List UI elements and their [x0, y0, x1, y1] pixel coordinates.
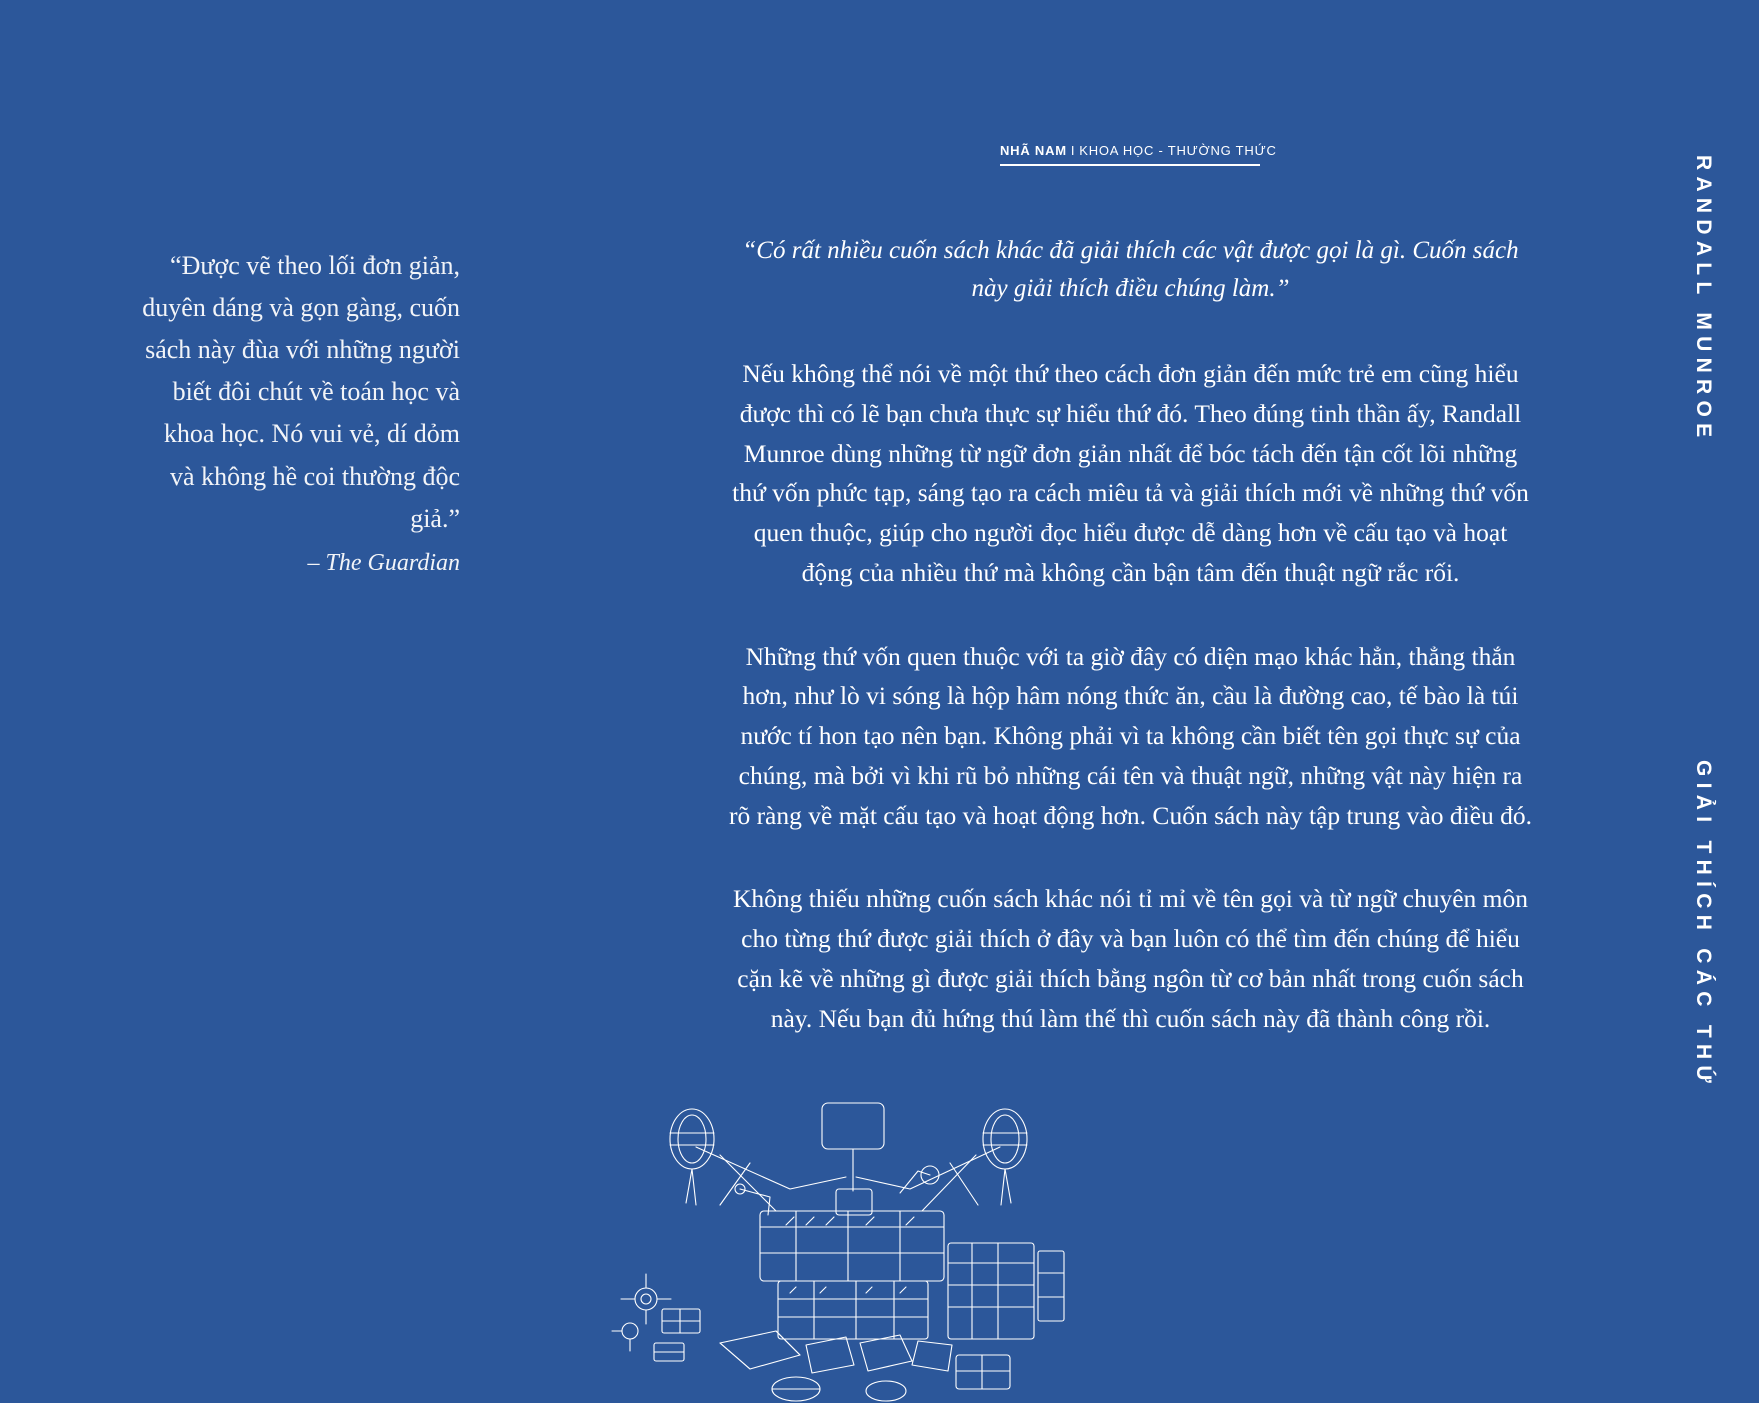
spine-column: [1663, 0, 1723, 1403]
body-paragraph-3: Không thiếu những cuốn sách khác nói tỉ mỉ về tên gọi và từ ngữ chuyên môn cho từng thứ được giải thích ở đây và bạn luôn có thể tìm đến chúng để hiểu cặn kẽ về những gì được giải thích bằng ngôn từ cơ bản nhất trong cuốn sách này. Nếu bạn đủ hứng thú làm thế thì cuốn sách này đã thành công rồi.: [733, 884, 1528, 1033]
body-paragraph-1: Nếu không thể nói về một thứ theo cách đơn giản đến mức trẻ em cũng hiểu được thì có lẽ bạn chưa thực sự hiểu thứ đó. Theo đúng tinh thần ấy, Randall Munroe dùng những từ ngữ đơn giản nhất để bóc tách đến tận cốt lõi những thứ vốn phức tạp, sáng tạo ra cách miêu tả và giải thích mới về những thứ vốn quen thuộc, giúp cho người đọc hiểu được dễ dàng hơn về cấu tạo và hoạt động của nhiều thứ mà không cần bận tâm đến thuật ngữ rắc rối.: [732, 359, 1529, 587]
machine-line-drawing-icon: [600, 1093, 1120, 1403]
imprint-line: [1000, 143, 1277, 166]
imprint-separator: I: [1070, 143, 1076, 158]
pull-quote-text: “Được vẽ theo lối đơn giản, duyên dáng và gọn gàng, cuốn sách này đùa với những người biết đôi chút về toán học và khoa học. Nó vui vẻ, dí dỏm và không hề coi thường độc giả.”: [142, 251, 460, 533]
spine-author: RANDALL MUNROE: [1692, 155, 1715, 444]
imprint-category: KHOA HỌC - THƯỜNG THỨC: [1079, 143, 1277, 158]
main-text-column: [728, 232, 1533, 1038]
body-paragraph-2: Những thứ vốn quen thuộc với ta giờ đây có diện mạo khác hẳn, thẳng thắn hơn, như lò vi sóng là hộp hâm nóng thức ăn, cầu là đường cao, tế bào là túi nước tí hon tạo nên bạn. Không phải vì ta không cần biết tên gọi thực sự của chúng, mà bởi vì khi rũ bỏ những cái tên và thuật ngữ, những vật này hiện ra rõ ràng về mặt cấu tạo và hoạt động hơn. Cuốn sách này tập trung vào điều đó.: [728, 641, 1533, 830]
imprint-brand: NHÃ NAM: [1000, 143, 1067, 158]
lead-quote: “Có rất nhiều cuốn sách khác đã giải thích các vật được gọi là gì. Cuốn sách này giải thích điều chúng làm.”: [742, 237, 1519, 302]
spine-title: GIẢI THÍCH CÁC THỨ: [1692, 760, 1715, 1090]
pull-quote-attribution: – The Guardian: [307, 549, 460, 576]
pull-quote-block: [140, 245, 460, 577]
